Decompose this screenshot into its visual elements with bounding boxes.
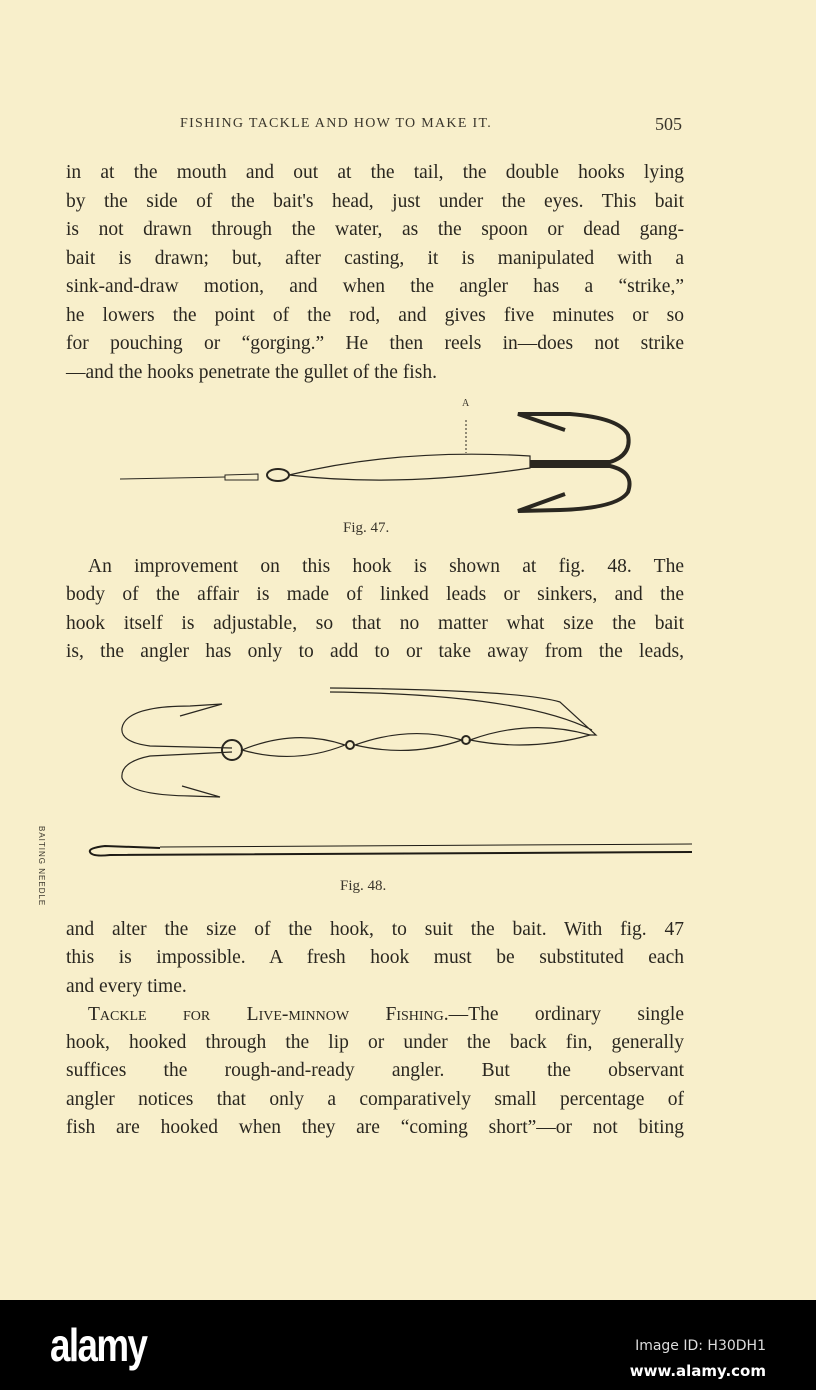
text-line: by the side of the bait's head, just under the eyes. This bait <box>66 191 684 212</box>
running-title: FISHING TACKLE AND HOW TO MAKE IT. <box>180 116 493 131</box>
text-line: this is impossible. A fresh hook must be substituted each <box>66 947 684 968</box>
image-id: Image ID: H30DH1 <box>635 1338 766 1354</box>
needle-label-line-1: BAITING <box>37 826 46 866</box>
fig-48-hook-drawing <box>122 688 596 797</box>
text-line: is not drawn through the water, as the spoon or dead gang- <box>66 219 684 240</box>
text-line: hook, hooked through the lip or under the back fin, generally <box>66 1032 684 1053</box>
text-line: hook itself is adjustable, so that no matter what size the bait <box>66 613 684 634</box>
text-line: fish are hooked when they are “coming short”—or not biting <box>66 1117 684 1138</box>
text-line: bait is drawn; but, after casting, it is manipulated with a <box>66 248 684 269</box>
text-line: for pouching or “gorging.” He then reels in—does not strike <box>66 333 684 354</box>
text-line: in at the mouth and out at the tail, the double hooks lying <box>66 162 684 183</box>
text-line: An improvement on this hook is shown at fig. 48. The <box>88 556 684 577</box>
fig-48-caption: Fig. 48. <box>340 878 387 894</box>
text-line: is, the angler has only to add to or take away from the leads, <box>66 641 684 662</box>
text-line: and alter the size of the hook, to suit the bait. With fig. 47 <box>66 919 684 940</box>
text-line: and every time. <box>66 976 187 997</box>
page-number: 505 <box>655 114 682 134</box>
baiting-needle-label <box>36 826 46 906</box>
baiting-needle <box>90 844 692 856</box>
section-heading: Tackle for Live-minnow Fishing. <box>88 1004 449 1025</box>
text-line: he lowers the point of the rod, and gives five minutes or so <box>66 305 684 326</box>
alamy-logo: alamy <box>50 1319 147 1371</box>
fig-47-caption: Fig. 47. <box>343 520 390 536</box>
text-line <box>88 1003 684 1027</box>
fig-47-hook-drawing <box>120 414 630 511</box>
site-url: www.alamy.com <box>629 1362 766 1380</box>
text-line: sink-and-draw motion, and when the angler has a “strike,” <box>66 276 684 297</box>
text-span: —The ordinary single <box>448 1004 684 1025</box>
text-line: suffices the rough-and-ready angler. But the observant <box>66 1060 684 1081</box>
fig-47-label-a: A <box>462 398 470 409</box>
text-line: angler notices that only a comparatively small percentage of <box>66 1089 684 1110</box>
text-line: body of the affair is made of linked leads or sinkers, and the <box>66 584 684 605</box>
text-line: —and the hooks penetrate the gullet of the fish. <box>66 362 437 383</box>
needle-label-line-2: NEEDLE <box>37 868 46 907</box>
